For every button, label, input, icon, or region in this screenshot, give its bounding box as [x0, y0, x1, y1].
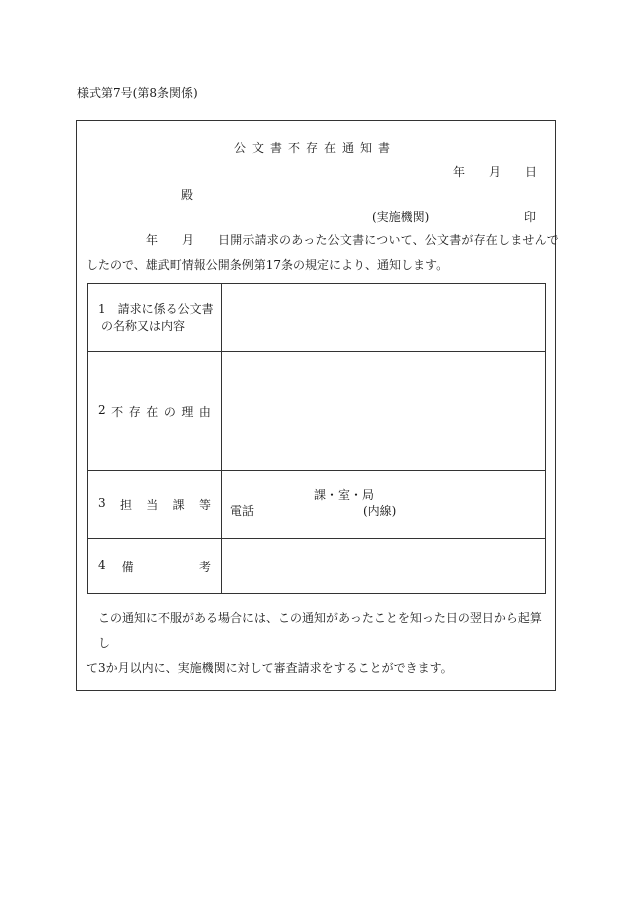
- label-document-name-line1: 1 請求に係る公文書: [98, 301, 214, 316]
- value-reason: [222, 352, 546, 471]
- agency-label: (実施機関): [372, 210, 430, 224]
- label-department-char: 当: [146, 498, 159, 512]
- request-year-label: 年: [146, 233, 159, 247]
- seal-mark: 印: [524, 210, 537, 224]
- label-reason: [88, 352, 222, 471]
- label-reason-char: 在: [146, 404, 159, 419]
- label-document-name: [88, 284, 222, 352]
- label-reason-char: の: [163, 404, 176, 419]
- label-reason-number: 2: [98, 402, 106, 417]
- department-unit-label: 課・室・局: [314, 488, 375, 502]
- phone-label: 電話: [230, 504, 255, 518]
- label-reason-char: 由: [198, 404, 211, 419]
- value-department: [222, 471, 546, 539]
- date-day-label: 日: [525, 165, 538, 179]
- label-remarks: [88, 539, 222, 594]
- label-department: [88, 471, 222, 539]
- appeal-notice: [86, 606, 548, 681]
- row-department: [88, 471, 546, 539]
- label-department-number: 3: [98, 496, 106, 510]
- label-reason-char: 不: [111, 404, 124, 419]
- label-remarks-number: 4: [98, 557, 106, 572]
- form-number: 様式第7号(第8条関係): [77, 86, 198, 100]
- date-year-label: 年: [453, 165, 466, 179]
- body-text-line1: 日開示請求のあった公文書について、公文書が存在しませんで: [218, 233, 560, 247]
- value-remarks: [222, 539, 546, 594]
- label-remarks-char: 備: [121, 559, 134, 574]
- value-document-name: [222, 284, 546, 352]
- label-department-char: 課: [172, 498, 185, 512]
- label-department-char: 等: [198, 498, 211, 512]
- extension-label: (内線): [363, 504, 397, 518]
- label-remarks-char: 考: [198, 559, 211, 574]
- date-month-label: 月: [489, 165, 502, 179]
- appeal-notice-line1: この通知に不服がある場合には、この通知があったことを知った日の翌日から起算し: [98, 611, 542, 650]
- row-document-name: [88, 284, 546, 352]
- label-department-char: 担: [119, 498, 132, 512]
- label-reason-char: 理: [181, 404, 194, 419]
- label-reason-char: 存: [128, 404, 141, 419]
- label-document-name-line2: の名称又は内容: [101, 318, 186, 333]
- request-month-label: 月: [182, 233, 195, 247]
- appeal-notice-line2: て3か月以内に、実施機関に対して審査請求をすることができます。: [86, 661, 453, 675]
- info-table: [87, 283, 546, 594]
- body-text-line2: したので、雄武町情報公開条例第17条の規定により、通知します。: [86, 258, 449, 272]
- row-reason: [88, 352, 546, 471]
- form-title: 公文書不存在通知書: [233, 141, 396, 155]
- addressee-suffix: 殿: [181, 188, 194, 202]
- row-remarks: [88, 539, 546, 594]
